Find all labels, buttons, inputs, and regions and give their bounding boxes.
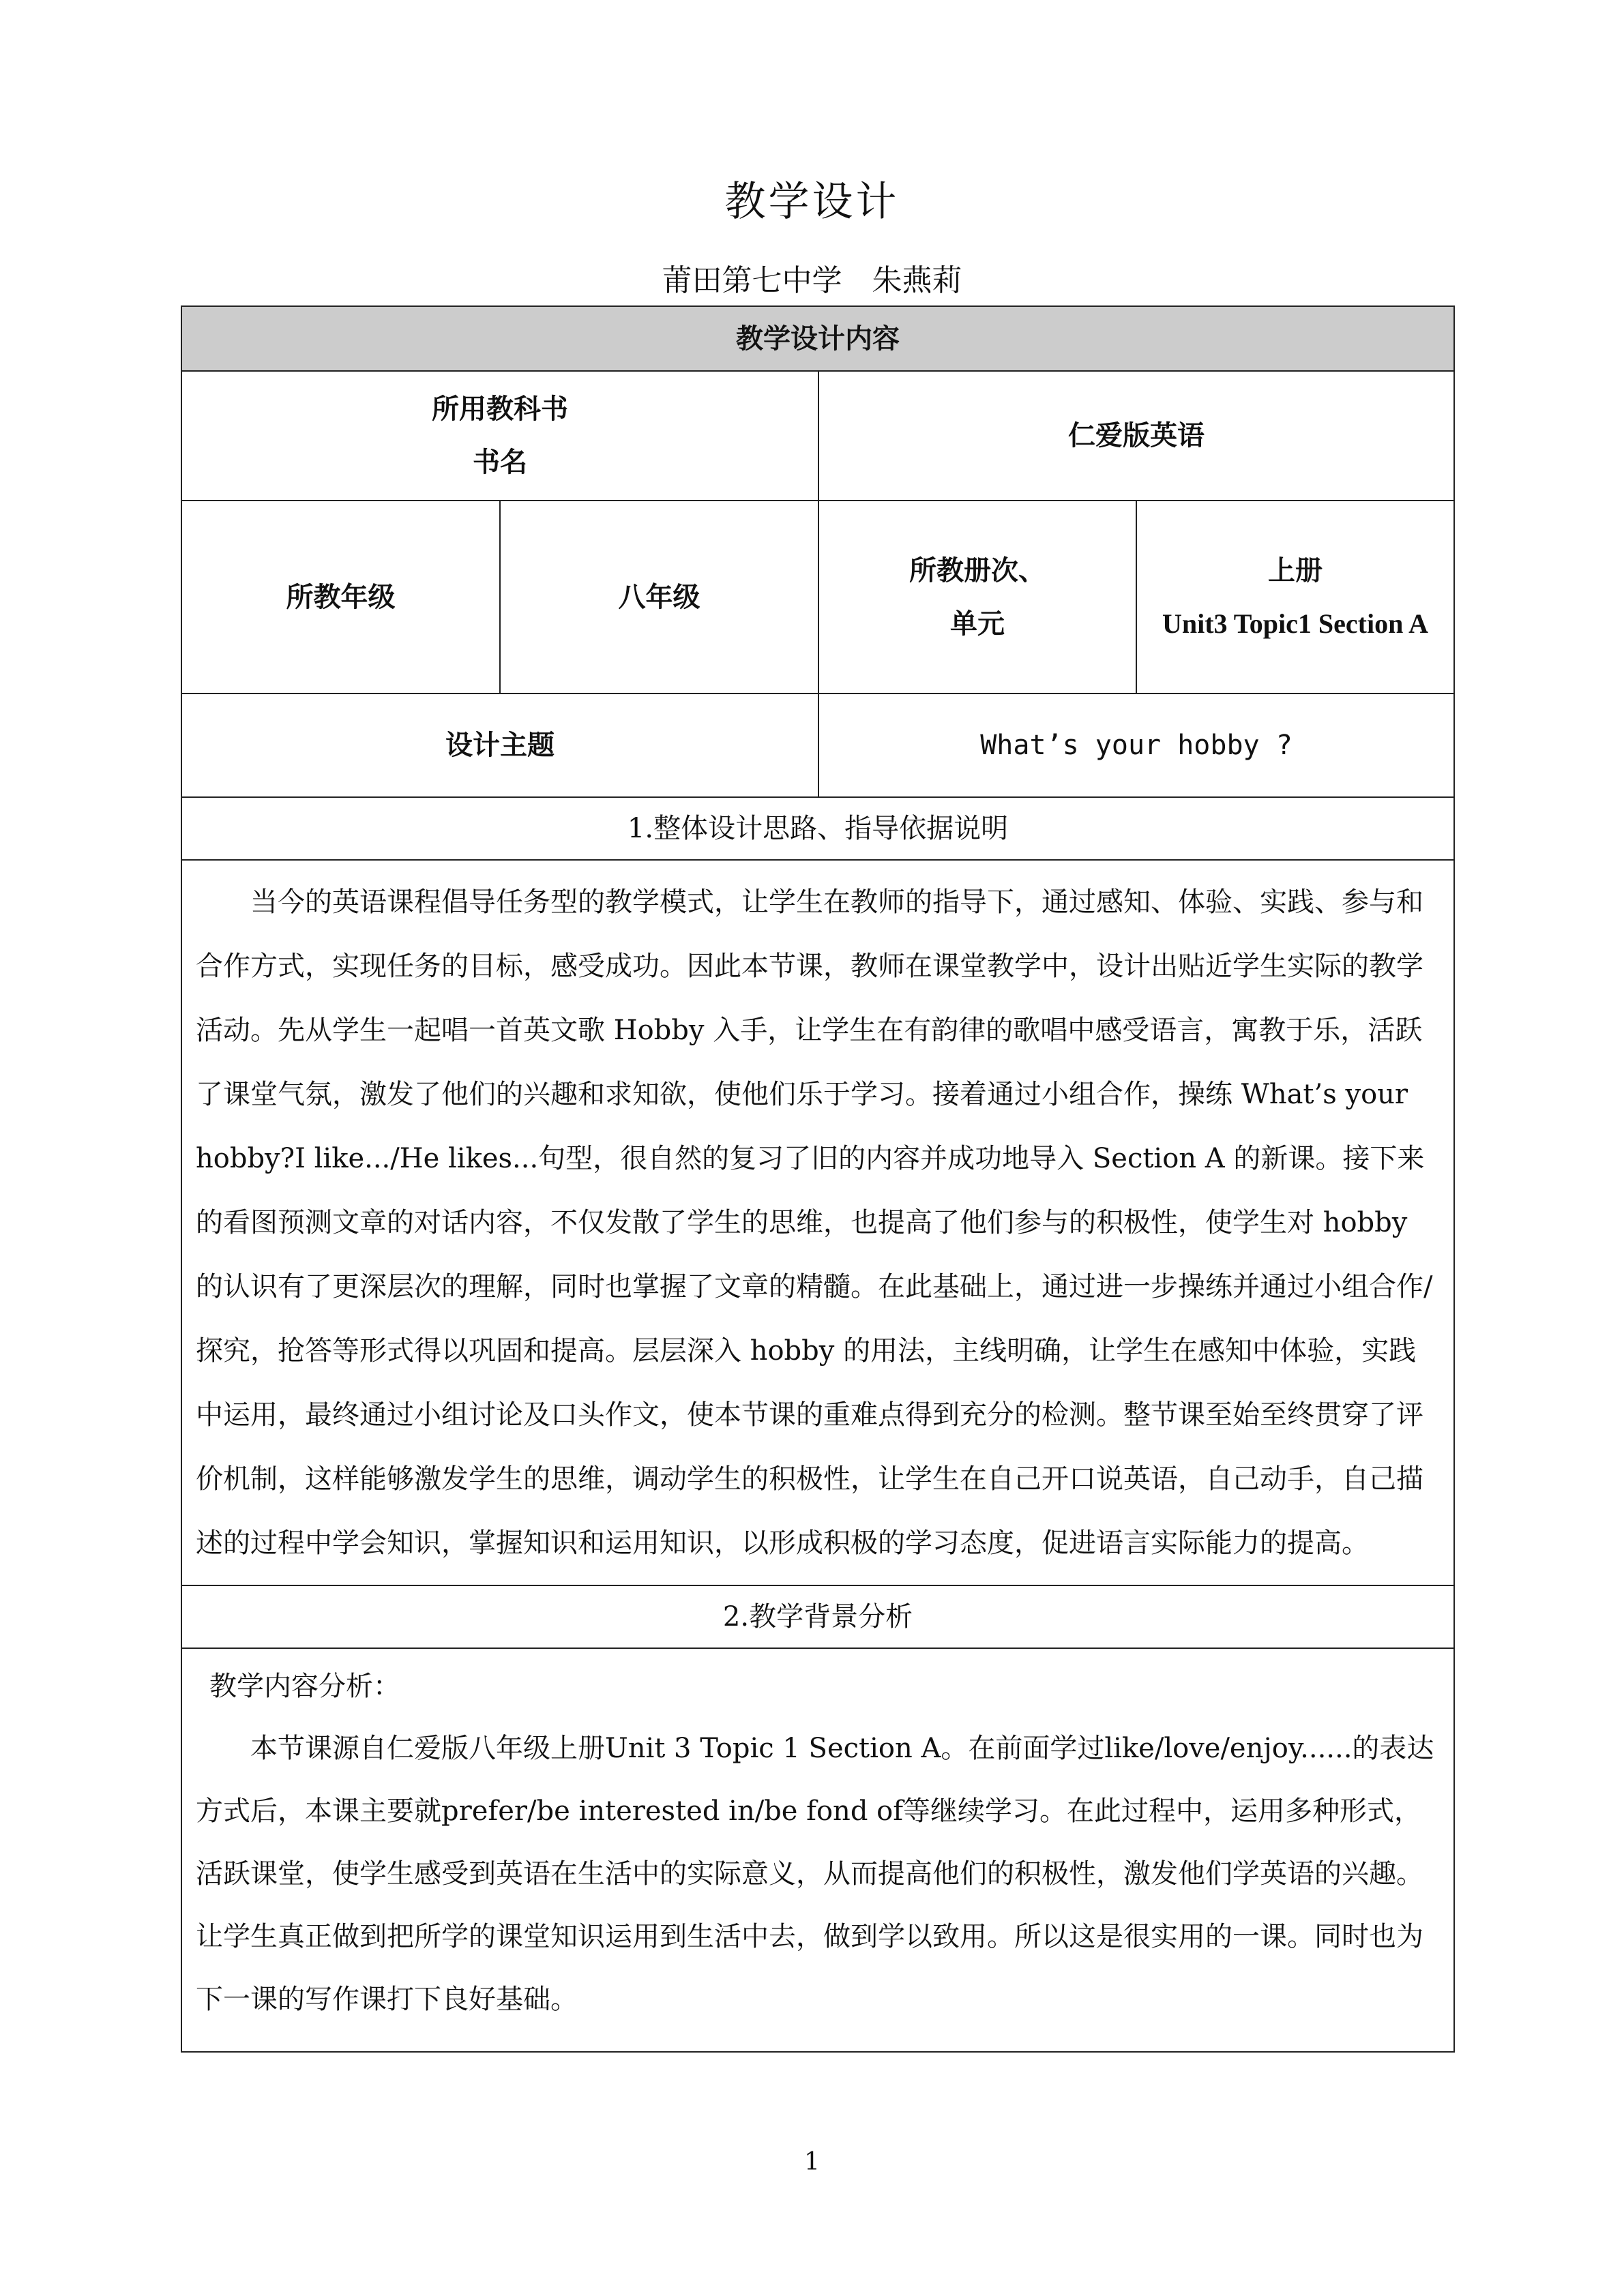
grade-value: 八年级: [500, 501, 818, 694]
volume-label-line1: 所教册次、: [909, 554, 1046, 586]
table-header: 教学设计内容: [181, 306, 1454, 371]
textbook-label-line2: 书名: [473, 447, 527, 478]
section1-title: 1.整体设计思路、指导依据说明: [181, 797, 1454, 860]
school-name: 莆田第七中学: [662, 263, 842, 298]
textbook-label: [181, 371, 818, 501]
theme-value: What’s your hobby ?: [818, 694, 1454, 797]
volume-value-line1: 上册: [1268, 554, 1323, 586]
page-title: 教学设计: [724, 178, 900, 226]
author-name: 朱燕莉: [872, 263, 962, 298]
volume-label: [818, 501, 1136, 694]
theme-label: 设计主题: [181, 694, 818, 797]
design-table: [181, 305, 1455, 2053]
section2-label: 教学内容分析：: [209, 1671, 400, 1702]
section2-text: 本节课源自仁爱版八年级上册Unit 3 Topic 1 Section A。在前面学过like/love/enjoy......的表达方式后，本课主要就prefer/be interested in/be fond of等继续学习。在此过程中，运用多种形式，活跃课堂，使学生感受到英语在生活中的实际意义，从而提高他们的积极性，激发他们学英语的兴趣。让学生真正做到把所学的课堂知识运用到生活中去，做到学以致用。所以这是很实用的一课。同时也为下一课的写作课打下良好基础。: [196, 1733, 1434, 2015]
section2-title: 2.教学背景分析: [181, 1585, 1454, 1648]
subtitle: [0, 256, 1624, 299]
grade-label: 所教年级: [181, 501, 500, 694]
section2-body: [181, 1648, 1454, 2052]
volume-value-line2: Unit3 Topic1 Section A: [1162, 608, 1429, 639]
page-number: 1: [804, 2148, 820, 2176]
volume-label-line2: 单元: [950, 608, 1005, 640]
volume-value: [1136, 501, 1454, 694]
textbook-value: 仁爱版英语: [818, 371, 1454, 501]
textbook-label-line1: 所用教科书: [432, 393, 568, 425]
section1-text: 当今的英语课程倡导任务型的教学模式，让学生在教师的指导下，通过感知、体验、实践、参与和合作方式，实现任务的目标，感受成功。因此本节课，教师在课堂教学中，设计出贴近学生实际的教学活动。先从学生一起唱一首英文歌 Hobby 入手，让学生在有韵律的歌唱中感受语言，寓教于乐，活跃了课堂气氛，激发了他们的兴趣和求知欲，使他们乐于学习。接着通过小组合作，操练 What’s your hobby?I like.../He likes...句型，很自然的复习了旧的内容并成功地导入 Section A 的新课。接下来的看图预测文章的对话内容，不仅发散了学生的思维，也提高了他们参与的积极性，使学生对 hobby 的认识有了更深层次的理解，同时也掌握了文章的精髓。在此基础上，通过进一步操练并通过小组合作/探究，抢答等形式得以巩固和提高。层层深入 hobby 的用法，主线明确，让学生在感知中体验，实践中运用，最终通过小组讨论及口头作文，使本节课的重难点得到充分的检测。整节课至始至终贯穿了评价机制，这样能够激发学生的思维，调动学生的积极性，让学生在自己开口说英语，自己动手，自己描述的过程中学会知识，掌握知识和运用知识，以形成积极的学习态度，促进语言实际能力的提高。: [181, 860, 1454, 1585]
